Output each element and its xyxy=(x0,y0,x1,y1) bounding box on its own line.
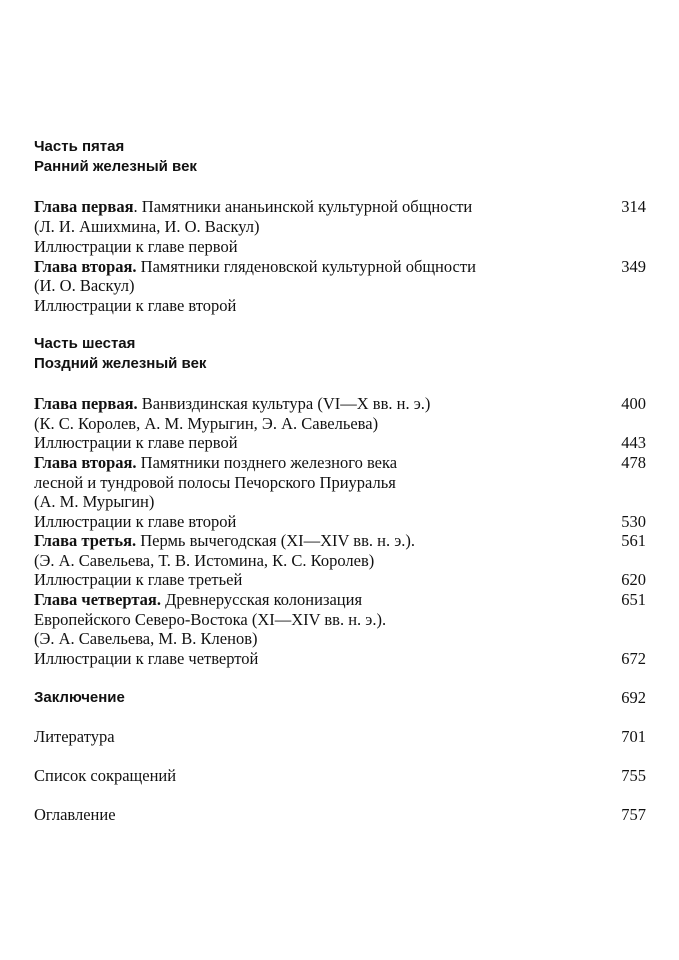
chapter-title: . Памятники ананьинской культурной общности xyxy=(133,197,473,216)
chapter-label: Глава четвертая. xyxy=(34,590,161,609)
chapter-label: Глава первая xyxy=(34,197,134,216)
part-five-label: Часть пятая xyxy=(34,138,125,155)
toc-authors: (Э. А. Савельева, Т. В. Истомина, К. С. Королев) xyxy=(34,551,375,570)
chapter-title: Памятники позднего железного века xyxy=(136,453,398,472)
chapter-title: Памятники гляденовской культурной общности xyxy=(136,257,476,276)
page-number: 701 xyxy=(621,727,646,746)
toc-authors: (А. М. Мурыгин) xyxy=(34,492,155,511)
page-number: 349 xyxy=(621,257,646,276)
chapter-title: Древнерусская колонизация xyxy=(160,590,363,609)
page-number: 651 xyxy=(621,590,646,609)
toc-entry xyxy=(34,453,646,473)
toc-contents: Оглавление 757 xyxy=(34,805,646,824)
page-number: 314 xyxy=(621,197,646,216)
toc-illustrations: Иллюстрации к главе четвертой 672 xyxy=(34,649,646,668)
chapter-label: Глава вторая. xyxy=(34,453,137,472)
toc-literature: Литература 701 xyxy=(34,727,646,746)
toc-illustrations: Иллюстрации к главе второй 530 xyxy=(34,512,646,531)
page-number: 757 xyxy=(621,805,646,824)
toc-illustrations: Иллюстрации к главе первой 443 xyxy=(34,433,646,452)
toc-abbreviations: Список сокращений 755 xyxy=(34,766,646,785)
toc-illustrations: Иллюстрации к главе первой xyxy=(34,237,238,256)
chapter-title: Пермь вычегодская (XI—XIV вв. н. э.). xyxy=(136,531,416,550)
toc-entry xyxy=(34,197,646,217)
page-number: 672 xyxy=(621,649,646,668)
toc-title-continued: лесной и тундровой полосы Печорского Приуралья xyxy=(34,473,396,492)
toc-title-continued: Европейского Северо-Востока (XI—XIV вв. н. э.). xyxy=(34,610,387,629)
part-five-title: Ранний железный век xyxy=(34,158,197,175)
page-number: 561 xyxy=(621,531,646,550)
page-number: 443 xyxy=(621,433,646,452)
part-six-title: Поздний железный век xyxy=(34,355,207,372)
page-number: 620 xyxy=(621,570,646,589)
toc-authors: (И. О. Васкул) xyxy=(34,276,135,295)
chapter-label: Глава вторая. xyxy=(34,257,137,276)
toc-entry xyxy=(34,590,646,610)
page-number: 755 xyxy=(621,766,646,785)
toc-entry xyxy=(34,394,646,414)
page-number: 478 xyxy=(621,453,646,472)
toc-entry xyxy=(34,257,646,277)
toc-entry xyxy=(34,531,646,551)
part-six-label: Часть шестая xyxy=(34,335,136,352)
toc-authors: (К. С. Королев, А. М. Мурыгин, Э. А. Савельева) xyxy=(34,414,379,433)
toc-conclusion: Заключение 692 xyxy=(34,688,646,707)
toc-illustrations: Иллюстрации к главе второй xyxy=(34,296,237,315)
chapter-title: Ванвиздинская культура (VI—X вв. н. э.) xyxy=(137,394,431,413)
chapter-label: Глава первая. xyxy=(34,394,138,413)
toc-authors: (Л. И. Ашихмина, И. О. Васкул) xyxy=(34,217,260,236)
toc-illustrations: Иллюстрации к главе третьей 620 xyxy=(34,570,646,589)
chapter-label: Глава третья. xyxy=(34,531,137,550)
toc-authors: (Э. А. Савельева, М. В. Кленов) xyxy=(34,629,258,648)
page-number: 400 xyxy=(621,394,646,413)
page-number: 530 xyxy=(621,512,646,531)
page-number: 692 xyxy=(621,688,646,707)
